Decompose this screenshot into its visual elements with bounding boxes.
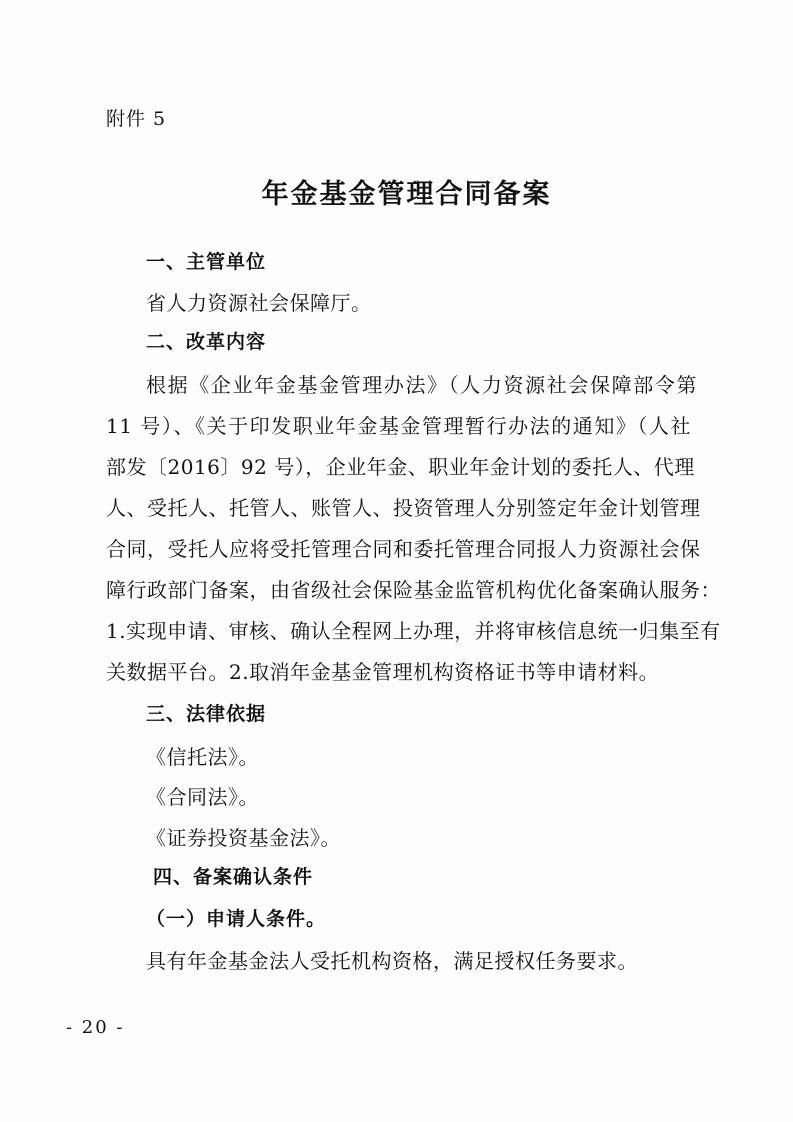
section1-heading: 一、主管单位 [146,251,267,273]
page-title: 年金基金管理合同备案 [261,179,552,210]
section1-text: 省人力资源社会保障厅。 [146,291,372,315]
law-item: 《信托法》。 [146,745,259,769]
section2-line: 1.实现申请、审核、确认全程网上办理，并将审核信息统一归集至有 [106,619,721,643]
section3-heading: 三、法律依据 [146,703,267,725]
page-number: - 20 - [66,1017,125,1038]
section2-line: 关数据平台。2.取消年金基金管理机构资格证书等申请材料。 [106,660,660,684]
law-item: 《证券投资基金法》。 [146,826,341,850]
section2-line: 合同，受托人应将受托管理合同和委托管理合同报人力资源社会保 [106,537,701,561]
section4-heading: 四、备案确认条件 [153,866,314,888]
annex-label: 附件 5 [106,108,167,130]
section2-line: 人、受托人、托管人、账管人、投资管理人分别签定年金计划管理 [106,496,701,520]
section4-text: 具有年金基金法人受托机构资格，满足授权任务要求。 [146,949,638,973]
section2-line: 部发〔2016〕92 号），企业年金、职业年金计划的委托人、代理 [106,455,695,479]
section2-line: 11 号）、《关于印发职业年金基金管理暂行办法的通知》（人社 [106,414,691,438]
section4-subheading: （一）申请人条件。 [146,908,327,930]
section2-line: 障行政部门备案，由省级社会保险基金监管机构优化备案确认服务： [106,578,721,602]
law-item: 《合同法》。 [146,785,259,809]
section2-line: 根据《企业年金基金管理办法》（人力资源社会保障部令第 [146,373,697,397]
section2-heading: 二、改革内容 [146,331,267,353]
